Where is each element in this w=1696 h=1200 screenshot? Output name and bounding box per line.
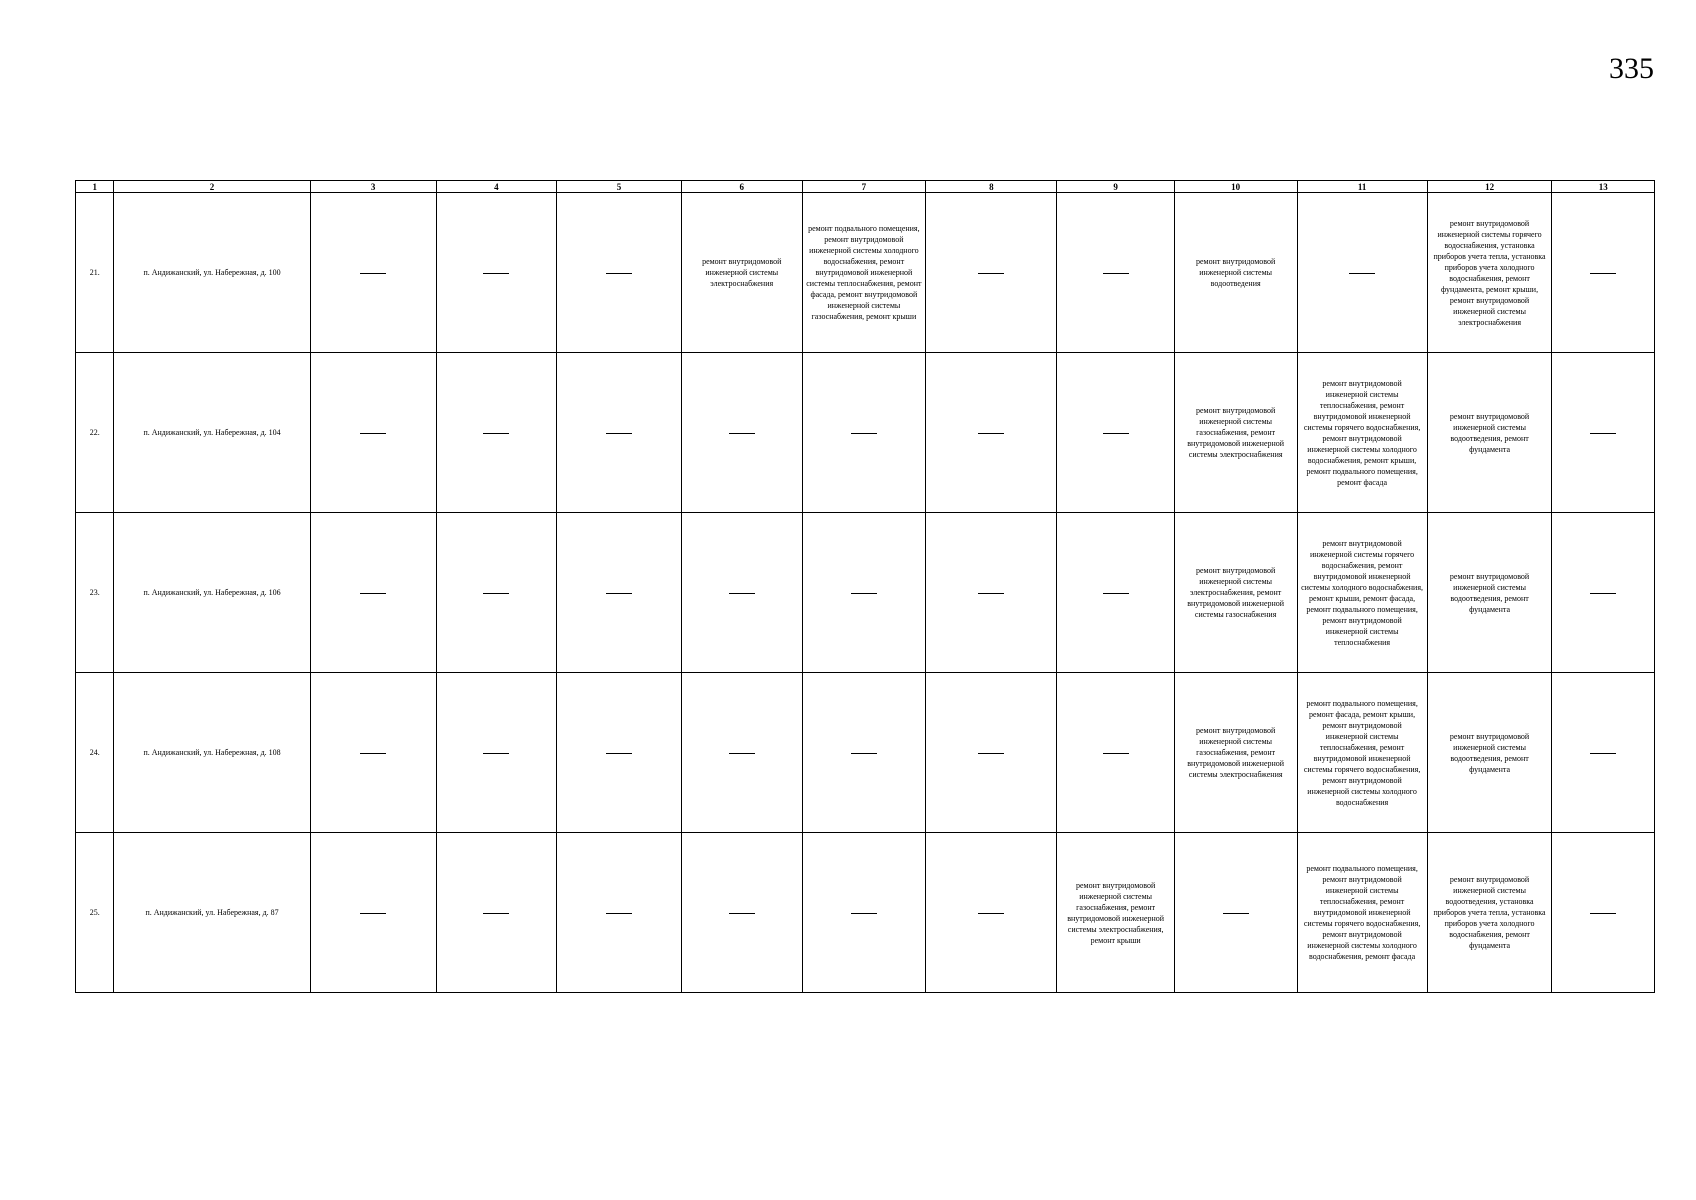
empty-cell <box>557 193 682 353</box>
empty-cell <box>557 353 682 513</box>
empty-cell <box>310 673 436 833</box>
dash-mark <box>978 913 1004 914</box>
address-cell: п. Андижанский, ул. Набережная, д. 100 <box>114 193 310 353</box>
row-number: 24. <box>76 673 114 833</box>
table-row <box>76 833 1655 993</box>
address-cell: п. Андижанский, ул. Набережная, д. 106 <box>114 513 310 673</box>
empty-cell <box>1552 833 1655 993</box>
dash-mark <box>1223 913 1249 914</box>
dash-mark <box>978 433 1004 434</box>
empty-cell <box>436 513 557 673</box>
dash-mark <box>851 593 877 594</box>
column-number: 9 <box>1057 181 1174 193</box>
dash-mark <box>1590 433 1616 434</box>
dash-mark <box>606 273 632 274</box>
dash-mark <box>606 913 632 914</box>
work-description-cell: ремонт внутридомовой инженерной системы электроснабжения, ремонт внутридомовой инженерной системы газоснабжения <box>1174 513 1297 673</box>
table-row <box>76 193 1655 353</box>
work-description-cell: ремонт внутридомовой инженерной системы теплоснабжения, ремонт внутридомовой инженерной системы горячего водоснабжения, ремонт внутридомовой инженерной системы холодного водоснабжения, ремонт крыши, ремонт подвального помещения, ремонт фасада <box>1297 353 1427 513</box>
dash-mark <box>1103 593 1129 594</box>
empty-cell <box>802 833 926 993</box>
dash-mark <box>851 753 877 754</box>
work-description-cell: ремонт внутридомовой инженерной системы электроснабжения <box>681 193 802 353</box>
empty-cell <box>1552 673 1655 833</box>
column-number: 5 <box>557 181 682 193</box>
dash-mark <box>483 753 509 754</box>
empty-cell <box>1297 193 1427 353</box>
empty-cell <box>681 833 802 993</box>
dash-mark <box>1590 753 1616 754</box>
column-number: 3 <box>310 181 436 193</box>
column-number: 1 <box>76 181 114 193</box>
work-description-cell: ремонт внутридомовой инженерной системы газоснабжения, ремонт внутридомовой инженерной системы электроснабжения, ремонт крыши <box>1057 833 1174 993</box>
empty-cell <box>1552 193 1655 353</box>
empty-cell <box>926 673 1057 833</box>
work-description-cell: ремонт внутридомовой инженерной системы водоотведения, ремонт фундамента <box>1427 513 1552 673</box>
empty-cell <box>1174 833 1297 993</box>
dash-mark <box>1590 593 1616 594</box>
address-cell: п. Андижанский, ул. Набережная, д. 108 <box>114 673 310 833</box>
empty-cell <box>1057 353 1174 513</box>
work-description-cell: ремонт внутридомовой инженерной системы газоснабжения, ремонт внутридомовой инженерной системы электроснабжения <box>1174 353 1297 513</box>
dash-mark <box>729 913 755 914</box>
work-description-cell: ремонт внутридомовой инженерной системы водоотведения, установка приборов учета тепла, установка приборов учета холодного водоснабжения, ремонт фундамента <box>1427 833 1552 993</box>
dash-mark <box>483 593 509 594</box>
empty-cell <box>1057 513 1174 673</box>
row-number: 25. <box>76 833 114 993</box>
column-number: 12 <box>1427 181 1552 193</box>
empty-cell <box>926 193 1057 353</box>
empty-cell <box>802 673 926 833</box>
empty-cell <box>1552 513 1655 673</box>
empty-cell <box>802 353 926 513</box>
row-number: 22. <box>76 353 114 513</box>
empty-cell <box>1057 673 1174 833</box>
table-row <box>76 513 1655 673</box>
work-description-cell: ремонт подвального помещения, ремонт внутридомовой инженерной системы теплоснабжения, ремонт внутридомовой инженерной системы горячего водоснабжения, ремонт внутридомовой инженерной системы холодного водоснабжения, ремонт фасада <box>1297 833 1427 993</box>
row-number: 21. <box>76 193 114 353</box>
empty-cell <box>926 833 1057 993</box>
column-number: 7 <box>802 181 926 193</box>
dash-mark <box>1103 433 1129 434</box>
dash-mark <box>606 433 632 434</box>
dash-mark <box>360 273 386 274</box>
page-number: 335 <box>1609 52 1654 85</box>
dash-mark <box>729 753 755 754</box>
empty-cell <box>926 513 1057 673</box>
dash-mark <box>606 593 632 594</box>
row-number: 23. <box>76 513 114 673</box>
dash-mark <box>1590 913 1616 914</box>
work-description-cell: ремонт внутридомовой инженерной системы газоснабжения, ремонт внутридомовой инженерной системы электроснабжения <box>1174 673 1297 833</box>
empty-cell <box>310 833 436 993</box>
dash-mark <box>360 913 386 914</box>
work-description-cell: ремонт подвального помещения, ремонт внутридомовой инженерной системы холодного водоснабжения, ремонт внутридомовой инженерной системы теплоснабжения, ремонт фасада, ремонт внутридомовой инженерной системы газоснабжения, ремонт крыши <box>802 193 926 353</box>
empty-cell <box>926 353 1057 513</box>
table-body <box>76 193 1655 993</box>
empty-cell <box>802 513 926 673</box>
dash-mark <box>1349 273 1375 274</box>
dash-mark <box>729 433 755 434</box>
dash-mark <box>483 433 509 434</box>
dash-mark <box>851 433 877 434</box>
works-table <box>75 180 1655 993</box>
work-description-cell: ремонт внутридомовой инженерной системы горячего водоснабжения, ремонт внутридомовой инженерной системы холодного водоснабжения, ремонт крыши, ремонт фасада, ремонт подвального помещения, ремонт внутридомовой инженерной системы теплоснабжения <box>1297 513 1427 673</box>
dash-mark <box>729 593 755 594</box>
empty-cell <box>681 513 802 673</box>
work-description-cell: ремонт внутридомовой инженерной системы водоотведения, ремонт фундамента <box>1427 353 1552 513</box>
empty-cell <box>436 833 557 993</box>
work-description-cell: ремонт внутридомовой инженерной системы горячего водоснабжения, установка приборов учета тепла, установка приборов учета холодного водоснабжения, ремонт фундамента, ремонт крыши, ремонт внутридомовой инженерной системы электроснабжения <box>1427 193 1552 353</box>
empty-cell <box>681 673 802 833</box>
empty-cell <box>1552 353 1655 513</box>
dash-mark <box>978 593 1004 594</box>
empty-cell <box>436 353 557 513</box>
empty-cell <box>436 673 557 833</box>
dash-mark <box>606 753 632 754</box>
work-description-cell: ремонт внутридомовой инженерной системы водоотведения, ремонт фундамента <box>1427 673 1552 833</box>
empty-cell <box>310 353 436 513</box>
dash-mark <box>851 913 877 914</box>
empty-cell <box>557 513 682 673</box>
dash-mark <box>978 753 1004 754</box>
dash-mark <box>1103 273 1129 274</box>
column-number-row <box>76 181 1655 193</box>
dash-mark <box>483 913 509 914</box>
empty-cell <box>436 193 557 353</box>
column-number: 4 <box>436 181 557 193</box>
work-description-cell: ремонт подвального помещения, ремонт фасада, ремонт крыши, ремонт внутридомовой инженерной системы теплоснабжения, ремонт внутридомовой инженерной системы горячего водоснабжения, ремонт внутридомовой инженерной системы холодного водоснабжения <box>1297 673 1427 833</box>
dash-mark <box>360 593 386 594</box>
table-row <box>76 673 1655 833</box>
empty-cell <box>310 513 436 673</box>
empty-cell <box>557 833 682 993</box>
empty-cell <box>557 673 682 833</box>
table-header <box>76 181 1655 193</box>
dash-mark <box>483 273 509 274</box>
work-description-cell: ремонт внутридомовой инженерной системы водоотведения <box>1174 193 1297 353</box>
column-number: 13 <box>1552 181 1655 193</box>
address-cell: п. Андижанский, ул. Набережная, д. 87 <box>114 833 310 993</box>
dash-mark <box>978 273 1004 274</box>
dash-mark <box>1590 273 1616 274</box>
column-number: 2 <box>114 181 310 193</box>
empty-cell <box>1057 193 1174 353</box>
empty-cell <box>310 193 436 353</box>
column-number: 11 <box>1297 181 1427 193</box>
table-row <box>76 353 1655 513</box>
column-number: 6 <box>681 181 802 193</box>
column-number: 10 <box>1174 181 1297 193</box>
dash-mark <box>360 753 386 754</box>
dash-mark <box>360 433 386 434</box>
empty-cell <box>681 353 802 513</box>
address-cell: п. Андижанский, ул. Набережная, д. 104 <box>114 353 310 513</box>
column-number: 8 <box>926 181 1057 193</box>
dash-mark <box>1103 753 1129 754</box>
